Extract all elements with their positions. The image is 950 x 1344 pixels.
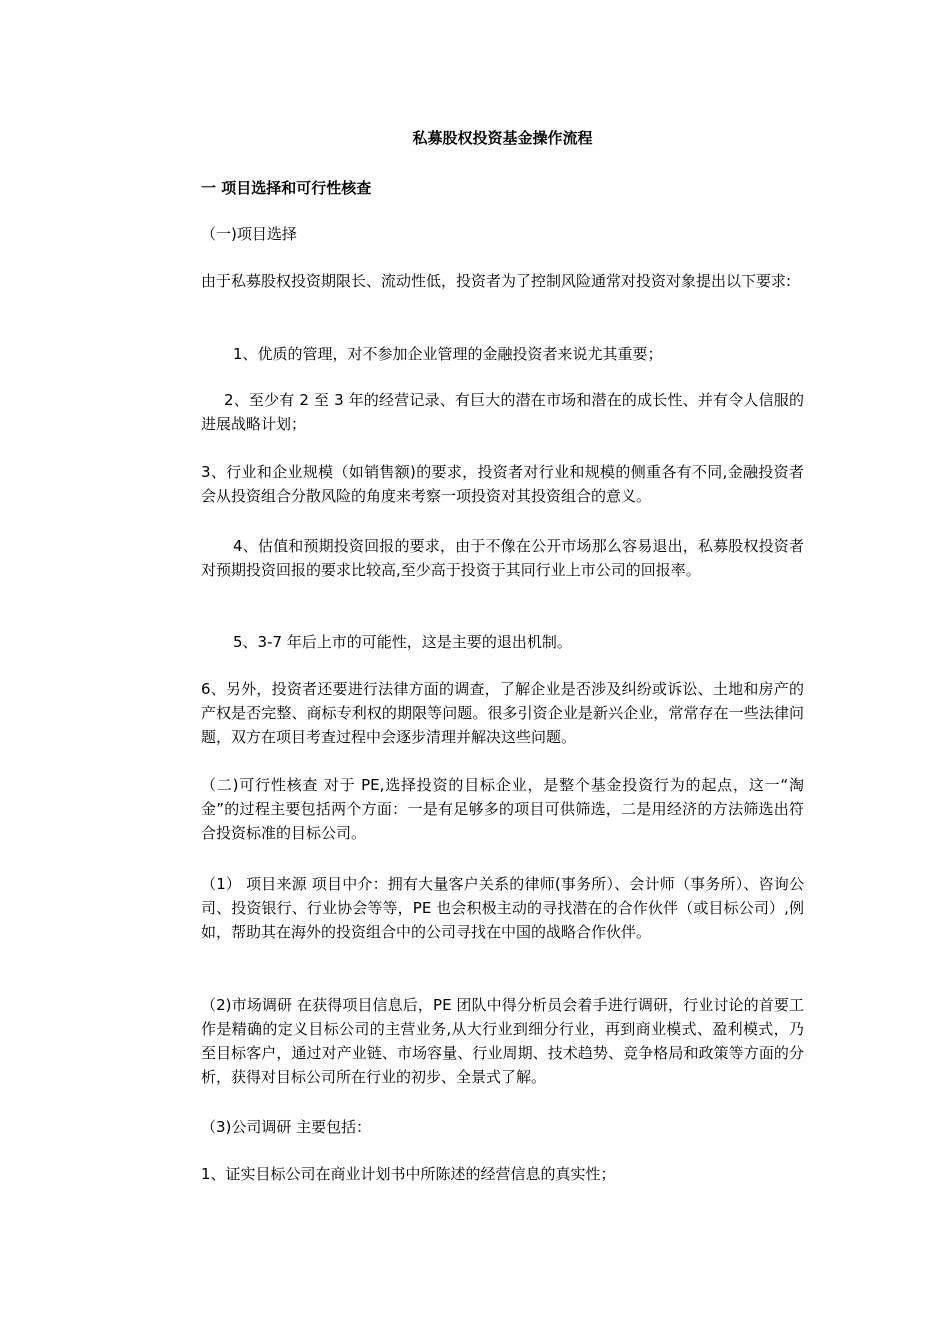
subsection-heading: （一)项目选择 xyxy=(201,225,297,243)
paragraph-company-research: （3)公司调研 主要包括： xyxy=(201,1118,372,1136)
paragraph-project-source: （1） 项目来源 项目中介：拥有大量客户关系的律师(事务所）、会计师（事务所）、咨询公司、投资银行、行业协会等等，PE 也会积极主动的寻找潜在的合作伙伴（或目标公司）,例如，帮助其在海外的投资组合中的公司寻找在中国的战略合作伙伴。 xyxy=(201,875,804,941)
paragraph-item-2: 2、至少有 2 至 3 年的经营记录、有巨大的潜在市场和潜在的成长性、并有令人信服的进展战略计划； xyxy=(201,391,804,433)
paragraph-feasibility: （二)可行性核查 对于 PE,选择投资的目标企业，是整个基金投资行为的起点，这一“淘金”的过程主要包括两个方面：一是有足够多的项目可供筛选，二是用经济的方法筛选出符合投资标准的目标公司。 xyxy=(201,776,804,842)
paragraph-verify: 1、证实目标公司在商业计划书中所陈述的经营信息的真实性； xyxy=(201,1165,616,1183)
paragraph-item-6: 6、另外，投资者还要进行法律方面的调查，了解企业是否涉及纠纷或诉讼、土地和房产的产权是否完整、商标专利权的期限等问题。很多引资企业是新兴企业，常常存在一些法律问题，双方在项目考查过程中会逐步清理并解决这些问题。 xyxy=(201,680,804,746)
paragraph-item-1: 1、优质的管理，对不参加企业管理的金融投资者来说尤其重要； xyxy=(233,345,663,363)
document-title: 私募股权投资基金操作流程 xyxy=(412,129,593,147)
paragraph-item-4: 4、估值和预期投资回报的要求，由于不像在公开市场那么容易退出，私募股权投资者对预期投资回报的要求比较高,至少高于投资于其同行业上市公司的回报率。 xyxy=(201,537,804,579)
section-heading: 一 项目选择和可行性核查 xyxy=(201,179,372,197)
paragraph-intro: 由于私募股权投资期限长、流动性低，投资者为了控制风险通常对投资对象提出以下要求: xyxy=(201,272,792,290)
paragraph-market-research: （2)市场调研 在获得项目信息后，PE 团队中得分析员会着手进行调研，行业讨论的首要工作是精确的定义目标公司的主营业务,从大行业到细分行业，再到商业模式、盈利模式，乃至目标客户，通过对产业链、市场容量、行业周期、技术趋势、竞争格局和政策等方面的分析，获得对目标公司所在行业的初步、全景式了解。 xyxy=(201,996,804,1086)
paragraph-item-5: 5、3-7 年后上市的可能性，这是主要的退出机制。 xyxy=(233,633,572,651)
paragraph-item-3: 3、行业和企业规模（如销售额)的要求，投资者对行业和规模的侧重各有不同,金融投资者会从投资组合分散风险的角度来考察一项投资对其投资组合的意义。 xyxy=(201,463,804,505)
